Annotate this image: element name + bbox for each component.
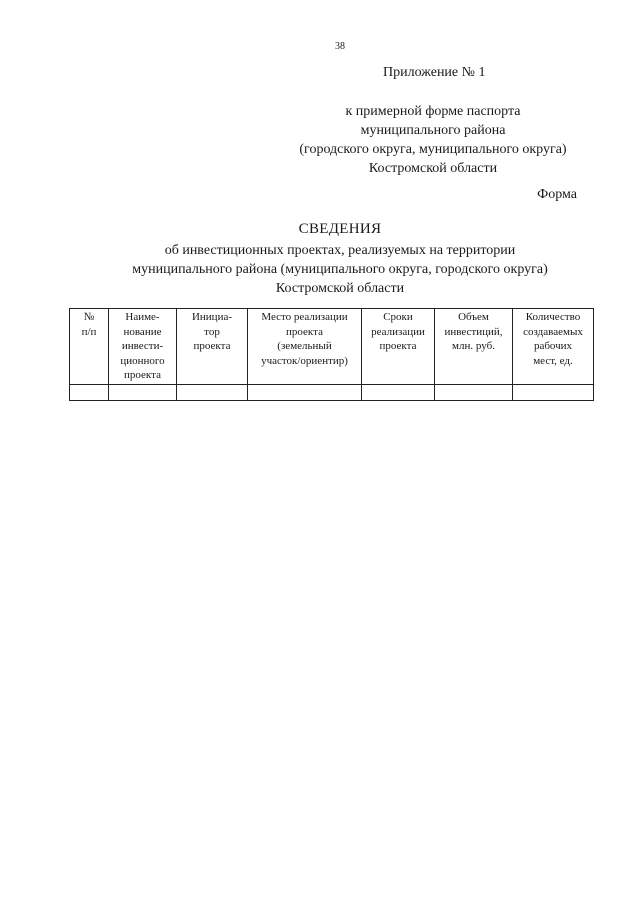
table-cell: [435, 385, 513, 401]
table-cell: [109, 385, 177, 401]
document-subtitle-line: Костромской области: [275, 281, 405, 296]
table-header-cell: Сроки реализации проекта: [362, 309, 435, 385]
document-subtitle-line: об инвестиционных проектах, реализуемых на территории: [164, 243, 516, 258]
table-header-cell: Объем инвестиций, млн. руб.: [435, 309, 513, 385]
document-subtitle-line: муниципального района (муниципального округа, городского округа): [132, 262, 548, 277]
projects-table: [69, 308, 594, 401]
form-label: Форма: [537, 187, 577, 202]
page-number: 38: [335, 41, 345, 52]
table-header-cell: Наиме- нование инвести- ционного проекта: [109, 309, 177, 385]
table-cell: [362, 385, 435, 401]
table-header-cell: Место реализации проекта (земельный участок/ориентир): [248, 309, 362, 385]
document-title: СВЕДЕНИЯ: [298, 221, 382, 237]
table-cell: [513, 385, 594, 401]
table-header-cell: № п/п: [70, 309, 109, 385]
appendix-title: Приложение № 1: [383, 65, 486, 80]
appendix-subtitle-line: к примерной форме паспорта: [345, 104, 521, 119]
appendix-subtitle: [280, 102, 586, 178]
table-cell: [70, 385, 109, 401]
appendix-subtitle-line: Костромской области: [368, 161, 498, 176]
table-cell: [248, 385, 362, 401]
table-header-row: [70, 309, 594, 385]
appendix-subtitle-line: (городского округа, муниципального округа): [299, 142, 567, 157]
document-subtitle: [80, 241, 600, 298]
table-row: [70, 385, 594, 401]
table-header-cell: Количество создаваемых рабочих мест, ед.: [513, 309, 594, 385]
appendix-subtitle-line: муниципального района: [360, 123, 506, 138]
table-header-cell: Инициа- тор проекта: [177, 309, 248, 385]
table-cell: [177, 385, 248, 401]
